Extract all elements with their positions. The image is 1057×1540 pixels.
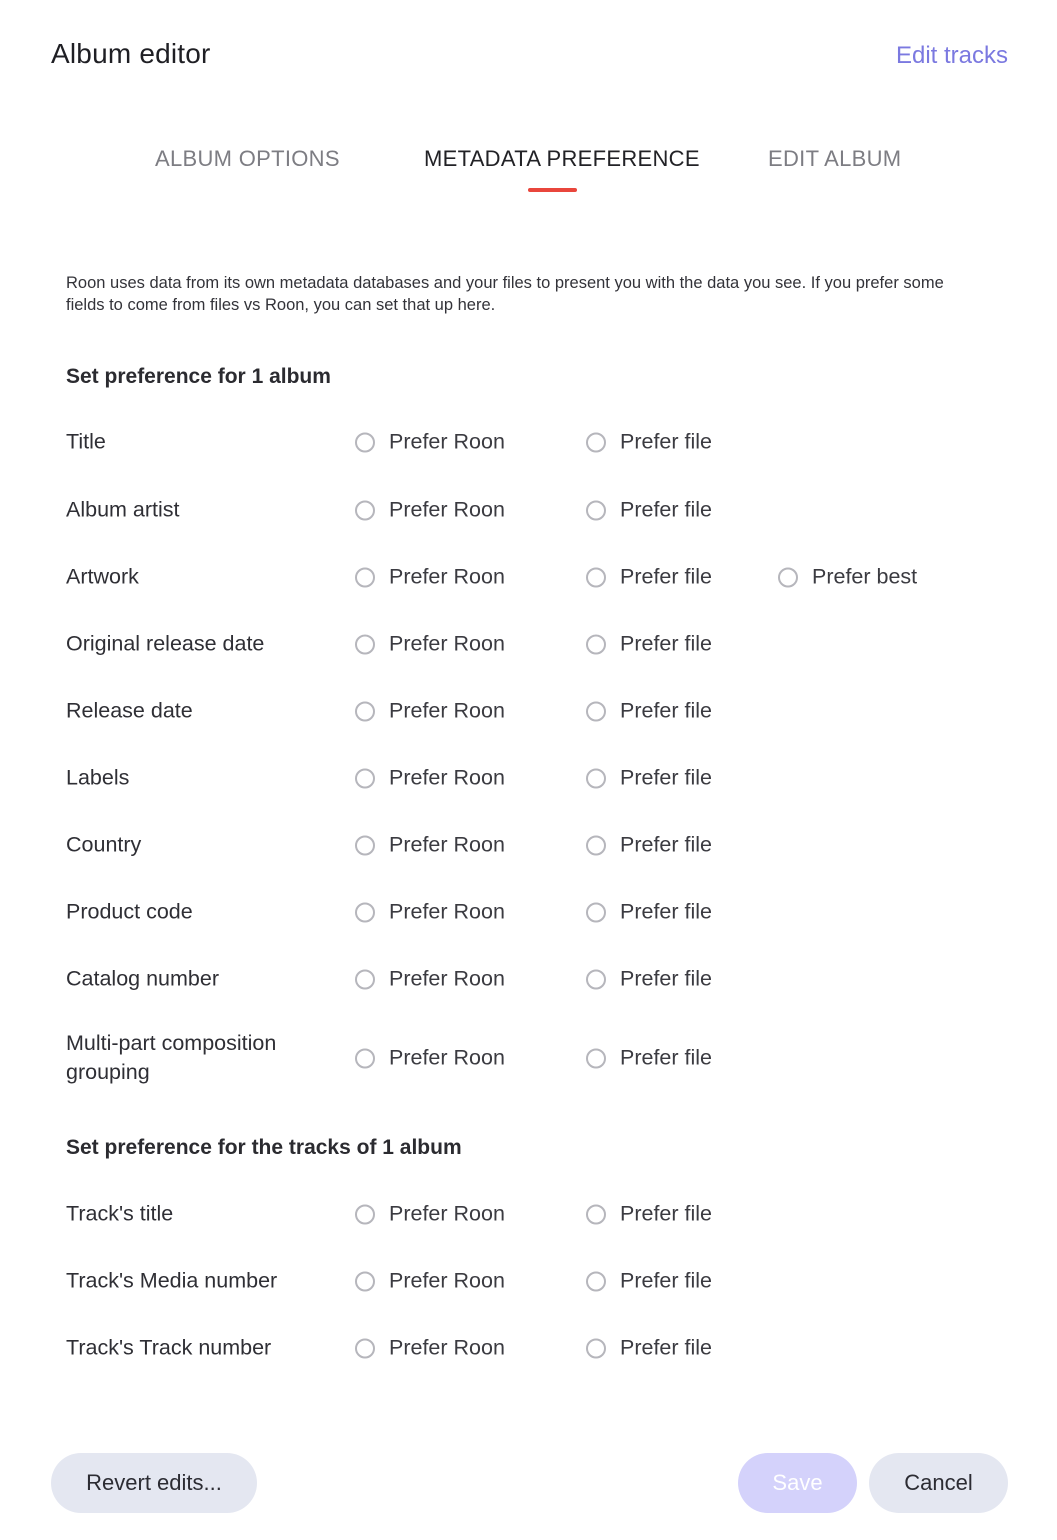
pref-row-country bbox=[0, 820, 1057, 870]
radio-label: Prefer Roon bbox=[389, 698, 505, 723]
radio-label: Prefer file bbox=[620, 1201, 713, 1226]
prefer-roon-radio[interactable] bbox=[355, 632, 505, 657]
prefer-roon-radio[interactable] bbox=[355, 699, 505, 724]
radio-circle-icon[interactable] bbox=[586, 432, 606, 452]
field-label: Product code bbox=[66, 899, 193, 924]
active-tab-indicator bbox=[528, 188, 577, 192]
radio-label: Prefer Roon bbox=[389, 832, 505, 857]
radio-label: Prefer Roon bbox=[389, 631, 505, 656]
pref-row-artwork bbox=[0, 552, 1057, 602]
radio-label: Prefer file bbox=[620, 765, 713, 790]
revert-edits-button[interactable]: Revert edits... bbox=[51, 1453, 257, 1513]
radio-label: Prefer Roon bbox=[389, 1335, 505, 1360]
radio-label: Prefer Roon bbox=[389, 966, 505, 991]
radio-circle-icon[interactable] bbox=[355, 701, 375, 721]
radio-label: Prefer Roon bbox=[389, 429, 505, 454]
radio-label: Prefer Roon bbox=[389, 497, 505, 522]
radio-circle-icon[interactable] bbox=[586, 835, 606, 855]
tab-bar bbox=[0, 146, 1057, 196]
radio-circle-icon[interactable] bbox=[355, 902, 375, 922]
radio-circle-icon[interactable] bbox=[355, 500, 375, 520]
radio-circle-icon[interactable] bbox=[586, 969, 606, 989]
radio-circle-icon[interactable] bbox=[586, 500, 606, 520]
field-label: Track's title bbox=[66, 1201, 174, 1226]
radio-label: Prefer Roon bbox=[389, 1045, 505, 1070]
radio-label: Prefer file bbox=[620, 631, 713, 656]
prefer-file-radio[interactable] bbox=[586, 900, 712, 925]
radio-label: Prefer best bbox=[812, 564, 918, 589]
radio-circle-icon[interactable] bbox=[355, 835, 375, 855]
prefer-file-radio[interactable] bbox=[586, 1202, 712, 1227]
album-section-heading: Set preference for 1 album bbox=[66, 365, 331, 388]
field-label: Album artist bbox=[66, 497, 180, 522]
radio-circle-icon[interactable] bbox=[586, 902, 606, 922]
description-text: Roon uses data from its own metadata databases and your files to present you with the data you see. If you prefer some fields to come from files vs Roon, you can set that up here. bbox=[66, 274, 944, 314]
radio-circle-icon[interactable] bbox=[586, 634, 606, 654]
pref-row-title bbox=[0, 417, 1057, 467]
pref-row-track-media-number bbox=[0, 1256, 1057, 1306]
pref-row-multi-part-composition-grouping bbox=[0, 1033, 1057, 1083]
pref-row-product-code bbox=[0, 887, 1057, 937]
radio-circle-icon[interactable] bbox=[355, 1048, 375, 1068]
tab-edit-album[interactable]: EDIT ALBUM bbox=[768, 146, 902, 171]
radio-circle-icon[interactable] bbox=[586, 701, 606, 721]
prefer-file-radio[interactable] bbox=[586, 699, 712, 724]
radio-label: Prefer file bbox=[620, 1045, 713, 1070]
edit-tracks-link[interactable]: Edit tracks bbox=[895, 42, 1008, 69]
radio-circle-icon[interactable] bbox=[586, 567, 606, 587]
radio-label: Prefer file bbox=[620, 966, 713, 991]
pref-row-track-title bbox=[0, 1189, 1057, 1239]
radio-label: Prefer file bbox=[620, 497, 713, 522]
radio-label: Prefer file bbox=[620, 564, 713, 589]
radio-circle-icon[interactable] bbox=[355, 432, 375, 452]
pref-row-catalog-number bbox=[0, 954, 1057, 1004]
prefer-roon-radio[interactable] bbox=[355, 565, 505, 590]
radio-circle-icon[interactable] bbox=[355, 1271, 375, 1291]
tab-metadata-preference[interactable]: METADATA PREFERENCE bbox=[424, 146, 700, 171]
prefer-roon-radio[interactable] bbox=[355, 430, 505, 455]
radio-label: Prefer file bbox=[620, 1335, 713, 1360]
radio-label: Prefer file bbox=[620, 832, 713, 857]
tab-album-options[interactable]: ALBUM OPTIONS bbox=[155, 146, 340, 171]
radio-circle-icon[interactable] bbox=[586, 1271, 606, 1291]
radio-circle-icon[interactable] bbox=[355, 1338, 375, 1358]
radio-circle-icon[interactable] bbox=[355, 634, 375, 654]
radio-label: Prefer file bbox=[620, 1268, 713, 1293]
field-label: Original release date bbox=[66, 631, 265, 656]
radio-circle-icon[interactable] bbox=[778, 567, 798, 587]
pref-row-original-release-date bbox=[0, 619, 1057, 669]
field-label: Multi-part composition grouping bbox=[66, 1031, 277, 1084]
radio-label: Prefer Roon bbox=[389, 564, 505, 589]
prefer-file-radio[interactable] bbox=[586, 498, 712, 523]
cancel-button[interactable]: Cancel bbox=[869, 1453, 1008, 1513]
radio-label: Prefer file bbox=[620, 899, 713, 924]
prefer-roon-radio[interactable] bbox=[355, 900, 505, 925]
prefer-file-radio[interactable] bbox=[586, 967, 712, 992]
prefer-file-radio[interactable] bbox=[586, 1046, 712, 1071]
prefer-roon-radio[interactable] bbox=[355, 833, 505, 858]
field-label: Catalog number bbox=[66, 966, 219, 991]
field-label: Labels bbox=[66, 765, 130, 790]
radio-circle-icon[interactable] bbox=[586, 1204, 606, 1224]
radio-label: Prefer Roon bbox=[389, 899, 505, 924]
prefer-roon-radio[interactable] bbox=[355, 1046, 505, 1071]
prefer-file-radio[interactable] bbox=[586, 430, 712, 455]
radio-circle-icon[interactable] bbox=[355, 969, 375, 989]
radio-label: Prefer Roon bbox=[389, 1201, 505, 1226]
radio-circle-icon[interactable] bbox=[355, 768, 375, 788]
prefer-roon-radio[interactable] bbox=[355, 498, 505, 523]
radio-label: Prefer Roon bbox=[389, 765, 505, 790]
radio-circle-icon[interactable] bbox=[586, 1338, 606, 1358]
radio-circle-icon[interactable] bbox=[355, 1204, 375, 1224]
field-label: Artwork bbox=[66, 564, 139, 589]
prefer-roon-radio[interactable] bbox=[355, 967, 505, 992]
radio-circle-icon[interactable] bbox=[586, 768, 606, 788]
field-label: Track's Track number bbox=[66, 1335, 272, 1360]
field-label: Release date bbox=[66, 698, 193, 723]
prefer-roon-radio[interactable] bbox=[355, 1269, 505, 1294]
field-label: Country bbox=[66, 832, 142, 857]
tracks-section-heading: Set preference for the tracks of 1 album bbox=[66, 1136, 462, 1159]
field-label: Track's Media number bbox=[66, 1268, 278, 1293]
save-button[interactable]: Save bbox=[738, 1453, 857, 1513]
prefer-best-radio[interactable] bbox=[778, 565, 917, 590]
radio-label: Prefer file bbox=[620, 429, 713, 454]
radio-circle-icon[interactable] bbox=[586, 1048, 606, 1068]
pref-row-track-track-number bbox=[0, 1323, 1057, 1373]
prefer-roon-radio[interactable] bbox=[355, 1202, 505, 1227]
dialog-title: Album editor bbox=[51, 38, 211, 69]
pref-row-release-date bbox=[0, 686, 1057, 736]
radio-label: Prefer Roon bbox=[389, 1268, 505, 1293]
radio-circle-icon[interactable] bbox=[355, 567, 375, 587]
radio-label: Prefer file bbox=[620, 698, 713, 723]
prefer-file-radio[interactable] bbox=[586, 1269, 712, 1294]
prefer-file-radio[interactable] bbox=[586, 766, 712, 791]
prefer-file-radio[interactable] bbox=[586, 1336, 712, 1361]
prefer-file-radio[interactable] bbox=[586, 632, 712, 657]
prefer-roon-radio[interactable] bbox=[355, 766, 505, 791]
field-label: Title bbox=[66, 429, 106, 454]
prefer-file-radio[interactable] bbox=[586, 833, 712, 858]
prefer-file-radio[interactable] bbox=[586, 565, 712, 590]
prefer-roon-radio[interactable] bbox=[355, 1336, 505, 1361]
pref-row-labels bbox=[0, 753, 1057, 803]
pref-row-album-artist bbox=[0, 485, 1057, 535]
